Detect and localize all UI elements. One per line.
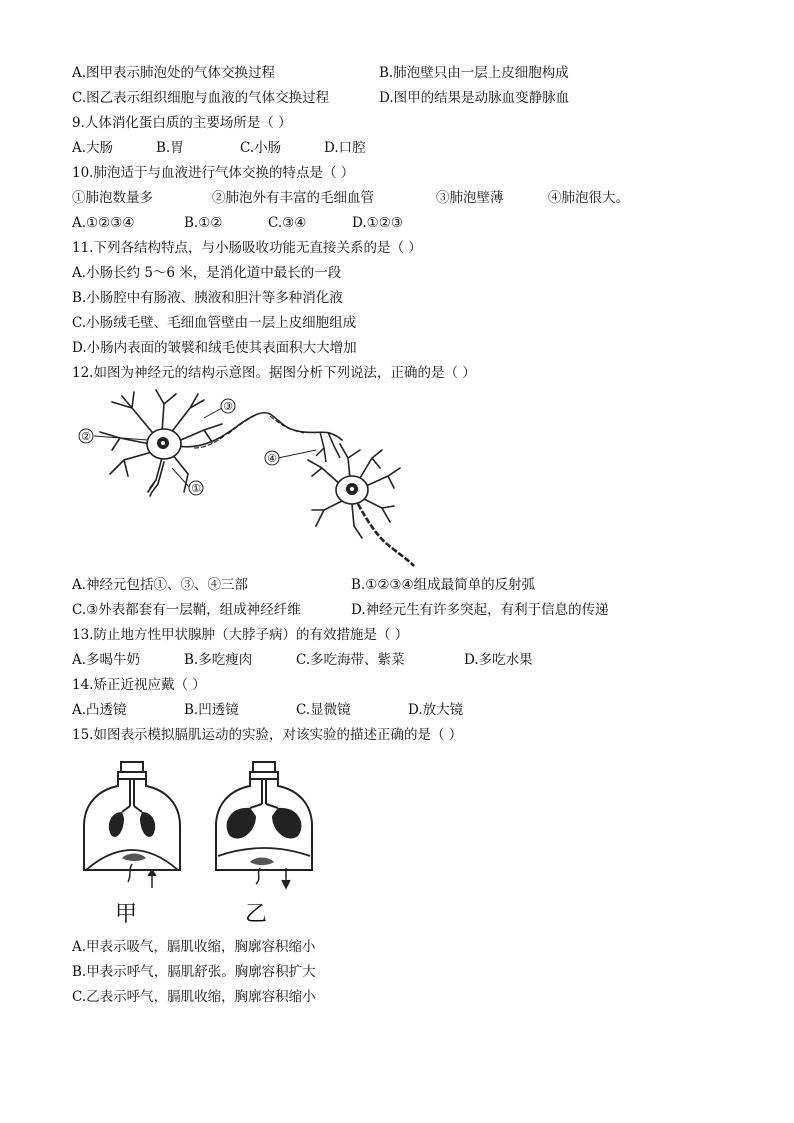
q13-stem: 13.防止地方性甲状腺肿（大脖子病）的有效措施是（ ） <box>72 627 409 643</box>
q14-option-c: C.显微镜 <box>296 702 351 718</box>
q12-option-d: D.神经元生有许多突起，有利于信息的传递 <box>351 602 609 618</box>
q11-option-c: C.小肠绒毛壁、毛细血管壁由一层上皮细胞组成 <box>72 315 357 331</box>
q9-option-c: C.小肠 <box>240 140 282 156</box>
q15-option-a: A.甲表示吸气，膈肌收缩，胸廓容积缩小 <box>72 939 316 955</box>
q13-option-a: A.多喝牛奶 <box>72 652 141 668</box>
bell-jar-figure-left <box>78 760 190 892</box>
neuron-label-4: ④ <box>267 452 277 465</box>
neuron-diagram <box>72 388 432 570</box>
q13-option-d: D.多吃水果 <box>464 652 533 668</box>
q11-option-d: D.小肠内表面的皱襞和绒毛使其表面积大大增加 <box>72 340 357 356</box>
q13-option-b: B.多吃瘦肉 <box>184 652 253 668</box>
q12-option-a: A.神经元包括①、③、④三部 <box>72 577 249 593</box>
q10-option-d: D.①②③ <box>352 215 403 231</box>
q11-option-a: A.小肠长约 5～6 米，是消化道中最长的一段 <box>72 265 342 281</box>
neuron-label-2: ② <box>81 430 91 443</box>
q9-option-a: A.大肠 <box>72 140 114 156</box>
q9-stem: 9.人体消化蛋白质的主要场所是（ ） <box>72 115 292 131</box>
q8-option-a: A.图甲表示肺泡处的气体交换过程 <box>72 65 276 81</box>
q10-item-1: ①肺泡数量多 <box>72 190 153 206</box>
q8-option-d: D.图甲的结果是动脉血变静脉血 <box>379 90 570 106</box>
q9-option-d: D.口腔 <box>324 140 366 156</box>
bell-jar-figure-right <box>210 760 322 892</box>
q8-option-c: C.图乙表示组织细胞与血液的气体交换过程 <box>72 90 330 106</box>
q10-option-a: A.①②③④ <box>72 215 135 231</box>
q15-stem: 15.如图表示模拟膈肌运动的实验，对该实验的描述正确的是（ ） <box>72 727 463 743</box>
q11-option-b: B.小肠腔中有肠液、胰液和胆汁等多种消化液 <box>72 290 343 306</box>
neuron-label-3: ③ <box>223 400 233 413</box>
q10-item-2: ②肺泡外有丰富的毛细血管 <box>212 190 374 206</box>
q14-stem: 14.矫正近视应戴（ ） <box>72 677 206 693</box>
q10-stem: 10.肺泡适于与血液进行气体交换的特点是（ ） <box>72 165 355 181</box>
q14-option-a: A.凸透镜 <box>72 702 127 718</box>
q10-item-4: ④肺泡很大。 <box>548 190 629 206</box>
q12-option-c: C.③外表都套有一层鞘，组成神经纤维 <box>72 602 301 618</box>
q15-option-c: C.乙表示呼气，膈肌收缩，胸廓容积缩小 <box>72 989 316 1005</box>
q10-item-3: ③肺泡壁薄 <box>436 190 504 206</box>
q8-option-b: B.肺泡壁只由一层上皮细胞构成 <box>379 65 569 81</box>
neuron-label-1: ① <box>191 482 201 495</box>
q14-option-d: D.放大镜 <box>408 702 464 718</box>
q12-stem: 12.如图为神经元的结构示意图。据图分析下列说法，正确的是（ ） <box>72 365 476 381</box>
q13-option-c: C.多吃海带、紫菜 <box>296 652 405 668</box>
figure-label-jia: 甲 <box>115 902 138 927</box>
q11-stem: 11.下列各结构特点，与小肠吸收功能无直接关系的是（ ） <box>72 240 422 256</box>
figure-label-yi: 乙 <box>245 902 268 927</box>
q14-option-b: B.凹透镜 <box>184 702 239 718</box>
q10-option-b: B.①② <box>184 215 223 231</box>
q9-option-b: B.胃 <box>156 140 184 156</box>
q15-option-b: B.甲表示呼气，膈肌舒张。胸廓容积扩大 <box>72 964 316 980</box>
q10-option-c: C.③④ <box>268 215 307 231</box>
q12-option-b: B.①②③④组成最简单的反射弧 <box>351 577 536 593</box>
